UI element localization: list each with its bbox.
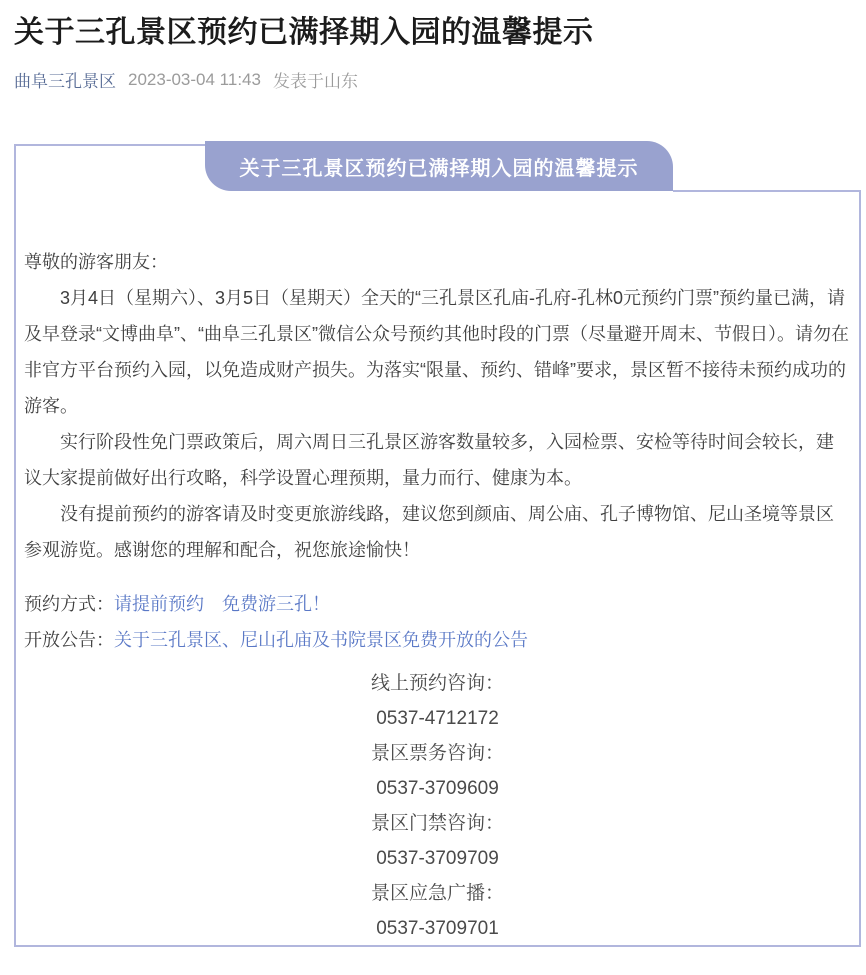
box-border-bottom xyxy=(14,945,861,947)
notice-banner xyxy=(205,141,673,191)
notice-paragraph: 实行阶段性免门票政策后，周六周日三孔景区游客数量较多，入园检票、安检等待时间会较长，建议大家提前做好出行攻略，科学设置心理预期，量力而行、健康为本。 xyxy=(24,432,834,488)
greeting-line: 尊敬的游客朋友： xyxy=(24,252,168,272)
reservation-row xyxy=(24,586,851,622)
box-border-left xyxy=(14,144,16,947)
publish-time: 2023-03-04 11:43 xyxy=(128,69,261,89)
reservation-label: 预约方式： xyxy=(24,594,114,614)
author-link[interactable]: 曲阜三孔景区 xyxy=(14,72,116,91)
contact-label: 景区应急广播： xyxy=(370,883,504,904)
contact-number: 0537-4712172 xyxy=(376,708,499,729)
contact-number: 0537-3709709 xyxy=(376,848,499,869)
contact-label: 景区票务咨询： xyxy=(370,743,504,764)
announcement-link[interactable]: 关于三孔景区、尼山孔庙及书院景区免费开放的公告 xyxy=(114,630,528,650)
box-border-right xyxy=(859,190,861,947)
publish-location: 发表于山东 xyxy=(272,72,358,91)
notice-paragraph: 没有提前预约的游客请及时变更旅游线路，建议您到颜庙、周公庙、孔子博物馆、尼山圣境等景区参观游览。感谢您的理解和配合，祝您旅途愉快！ xyxy=(24,504,834,560)
contact-label: 景区门禁咨询： xyxy=(370,813,504,834)
notice-box xyxy=(14,144,861,947)
notice-paragraph: 3月4日（星期六）、3月5日（星期天）全天的“三孔景区孔庙-孔府-孔林0元预约门票”预约量已满，请及早登录“文博曲阜”、“曲阜三孔景区”微信公众号预约其他时段的门票（尽量避开周末、节假日）。请勿在非官方平台预约入园，以免造成财产损失。为落实“限量、预约、错峰”要求，景区暂不接待未预约成功的游客。 xyxy=(24,288,849,416)
article-meta xyxy=(14,67,852,92)
notice-banner-title: 关于三孔景区预约已满择期入园的温馨提示 xyxy=(239,157,639,180)
notice-content xyxy=(24,244,851,946)
article-title: 关于三孔景区预约已满择期入园的温馨提示 xyxy=(14,16,594,49)
contact-label: 线上预约咨询： xyxy=(370,673,504,694)
contact-number: 0537-3709609 xyxy=(376,778,499,799)
box-border-top-left xyxy=(14,144,205,146)
box-border-top-right xyxy=(673,190,861,192)
contact-list xyxy=(24,666,851,946)
announcement-label: 开放公告： xyxy=(24,630,114,650)
reservation-link[interactable]: 请提前预约 免费游三孔！ xyxy=(114,594,330,614)
contact-number: 0537-3709701 xyxy=(376,918,499,939)
announcement-row xyxy=(24,622,851,658)
